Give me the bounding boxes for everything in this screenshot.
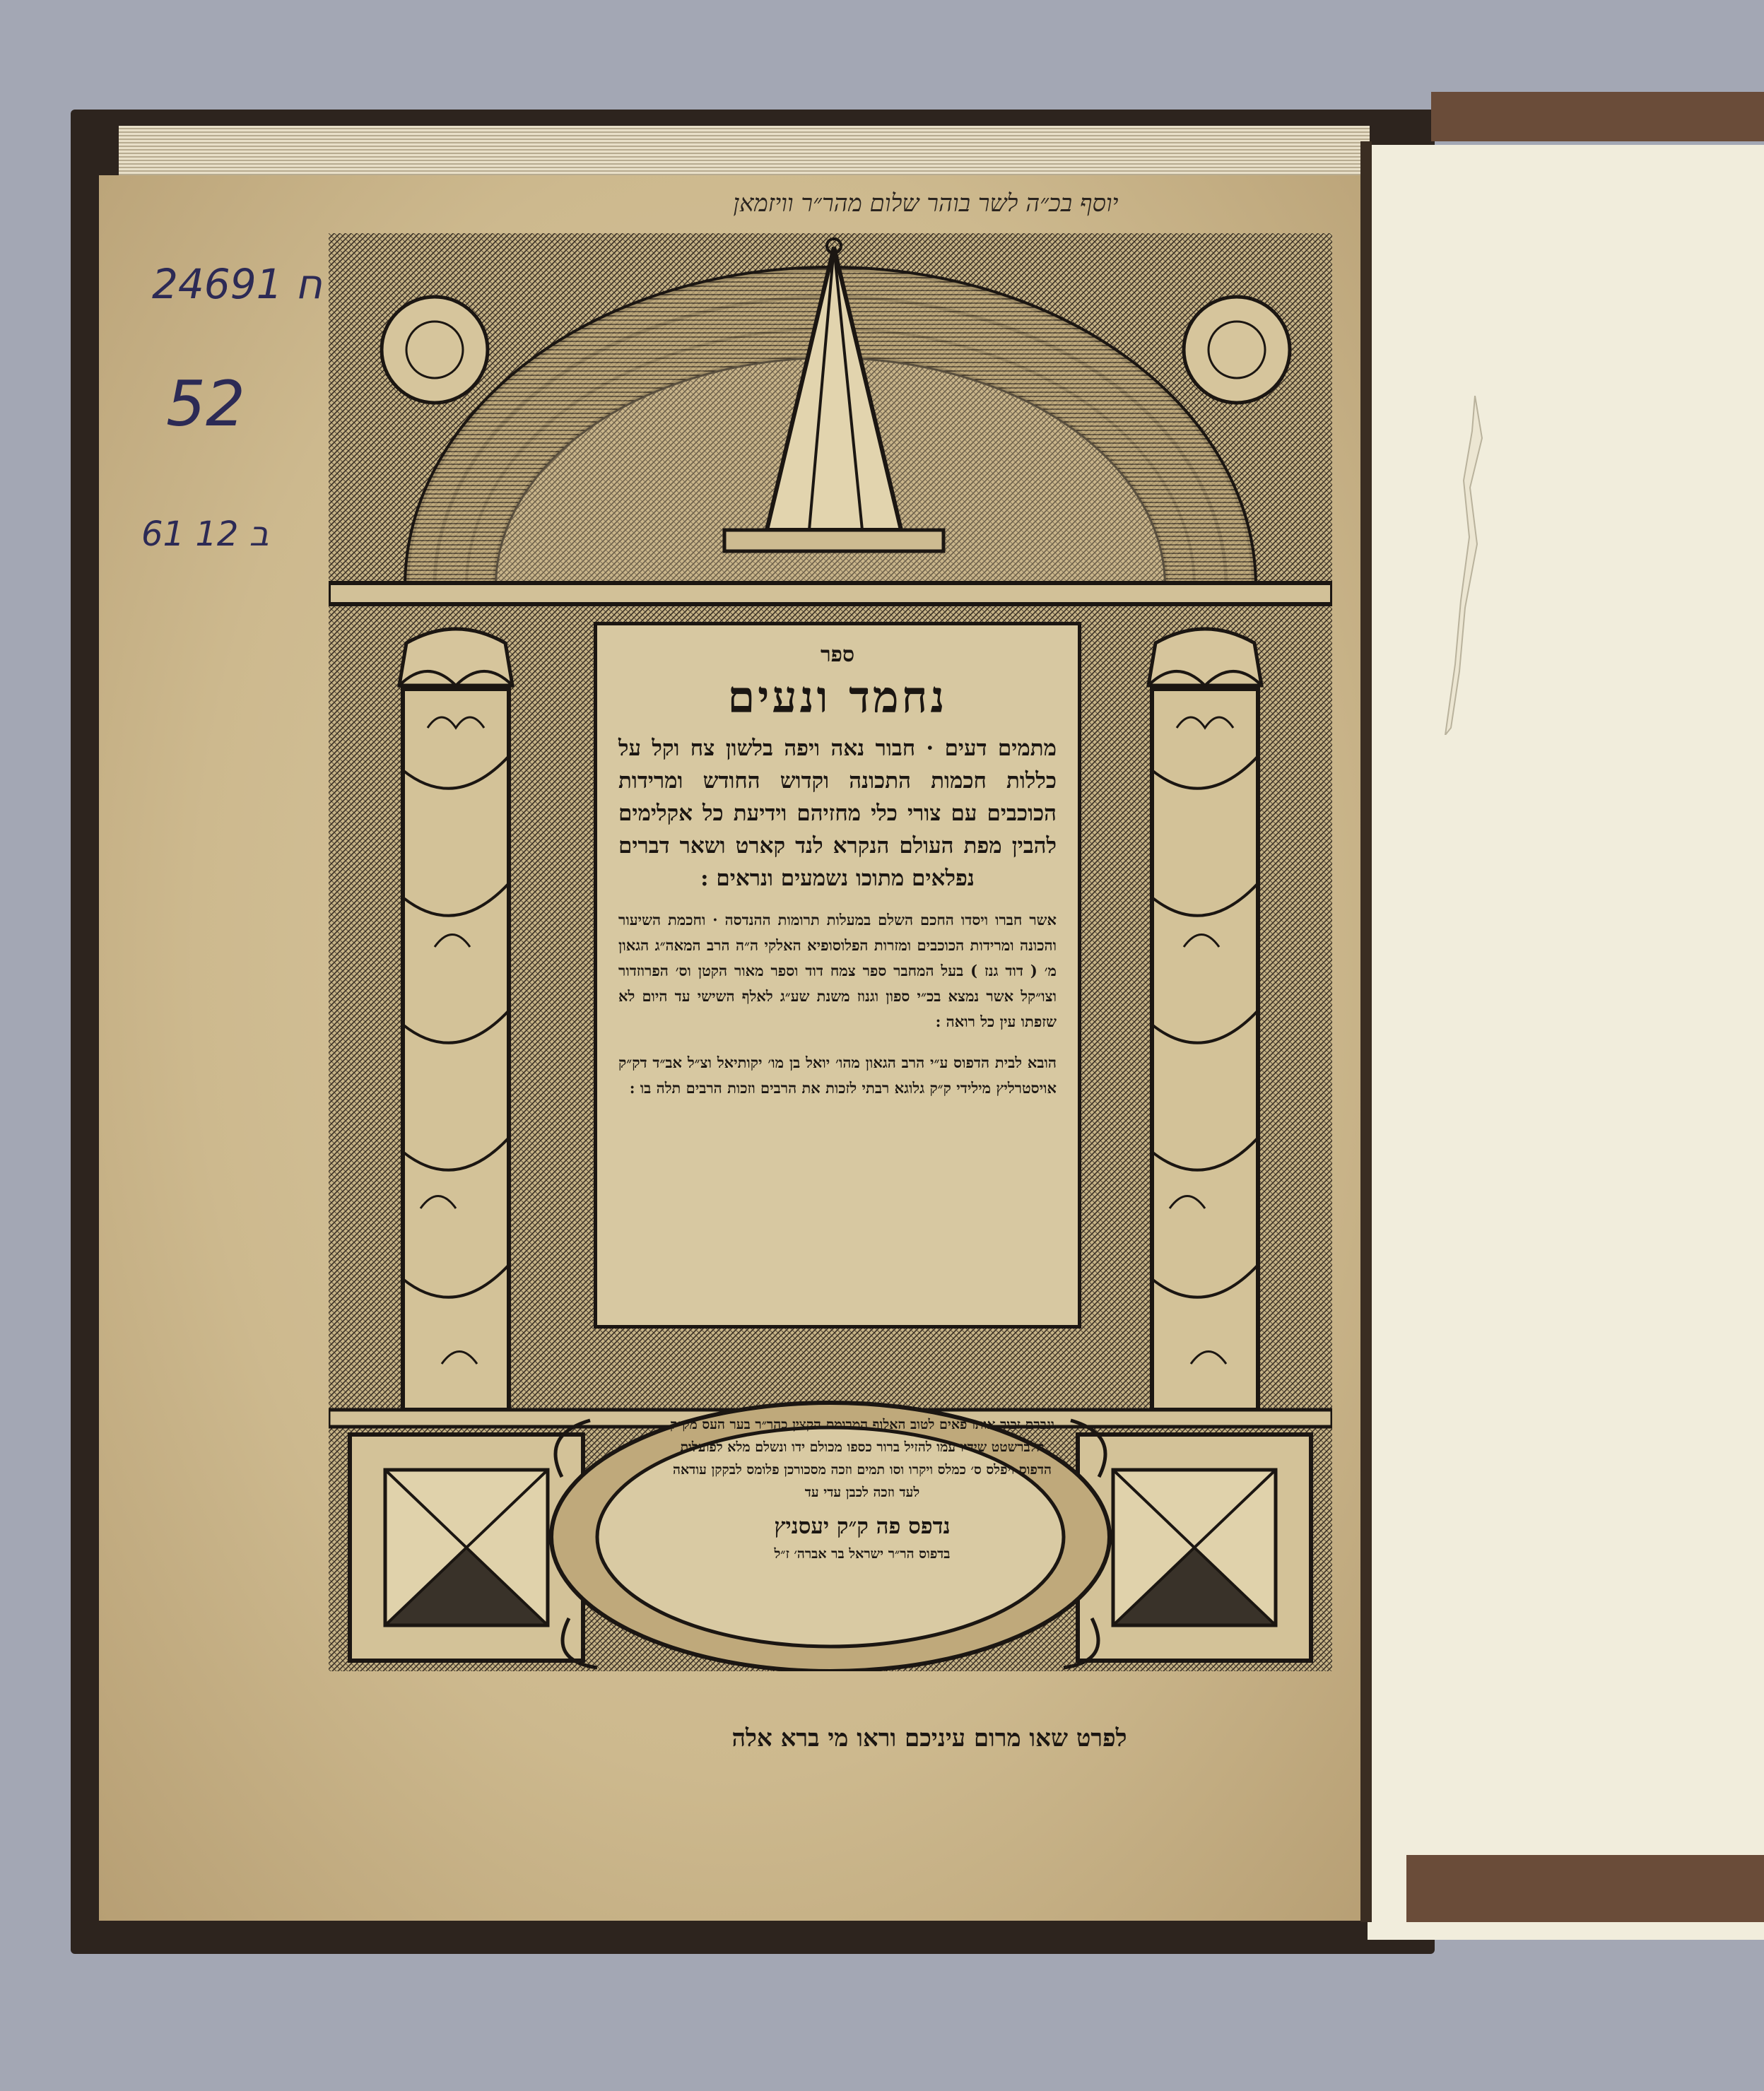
title-panel [594,622,1081,1329]
right-pedestal [1078,1435,1311,1661]
entablature [329,583,1332,604]
footer-verse: לפרט שאו מרום עיניכם וראו מי ברא אלה [731,1724,1127,1753]
patron-dedication: וגברם זכור אותו פאים לטוב האלוף המרומם הקצין כהר״ר בער העס מק״ק הלברשטט שידיו עמו להזיל ברור כספו מכולם ידו ונשלם מלא לפועלות הדפוס ויפלס ס׳ כמלס ויקרו וסו תמים וזכה מסכורכן פלומס לבקקן עודאה לעד וזכה לכבן עדי עד [669,1417,1055,1500]
sefer-label: ספר [820,642,855,667]
right-binding-edge [1431,92,1764,141]
cartouche-text [664,1413,1060,1618]
book-gutter [1360,141,1372,1922]
book-description: מתמים דעים · חבור נאה ויפה בלשון צח וקל על כללות חכמות התכונה וקדוש החודש ומרידות הכוכבים עם צורי כלי מחזיהם וידיעת כל אקלימים להבין מפת העולם הנקרא לנד קארט ושאר דברים נפלאים מתוכו נשמעים ונראים : [618,736,1057,891]
right-binding-bottom [1406,1855,1764,1922]
left-sphere [382,297,488,403]
author-paragraph: אשר חברו ויסדו החכם השלם במעלות תרומות ההנדסה · וחכמת השיעור והכונה ומרידות הכוכבים ומזרות הפלוסופיא האלקי ה״ה הרב המאה״ג הגאון מ׳ ( דוד גנז ) בעל המחבר ספר צמח דוד וספר מאור הקטן וס׳ הפרוזדור וצו״קל אשר נמצא בכ״י ספון וגנוז משנת שע״ג לאלף השישי עד היום לא שזפתו עין כל רואה : [618,911,1057,1030]
page-edges [119,126,1370,175]
right-sphere [1184,297,1290,403]
left-pedestal [350,1435,583,1661]
paper-strip [1438,396,1488,735]
book-title: נחמד ונעים [727,671,948,723]
shelfmark-line-1: 24691 ח [152,260,322,308]
publisher-paragraph: הובא לבית הדפוס ע״י הרב הגאון מהו׳ יואל בן מו׳ יקותיאל וצ״ל אב״ד דק״ק אויסטרליץ מילידי ק״ק גלוגא רבתי לזכות את הרבים וזכות הרבים תלה בו : [618,1054,1057,1097]
shelfmark-line-2: 52 [166,367,245,440]
right-column [1148,629,1262,1410]
handwritten-ownership-note: יוסף בכ״ה לשר בוהר שלום מהר״ר וויזמאן [733,189,1119,218]
blank-endpaper [1368,145,1764,1940]
printer-name: בדפוס הר״ר ישראל בר אברה׳ ז״ל [774,1546,951,1562]
left-column [399,629,512,1410]
shelfmark-line-3: 61 ב 12 [141,514,269,554]
printing-place: נדפס פה ק״ק יעסניץ [774,1514,951,1539]
